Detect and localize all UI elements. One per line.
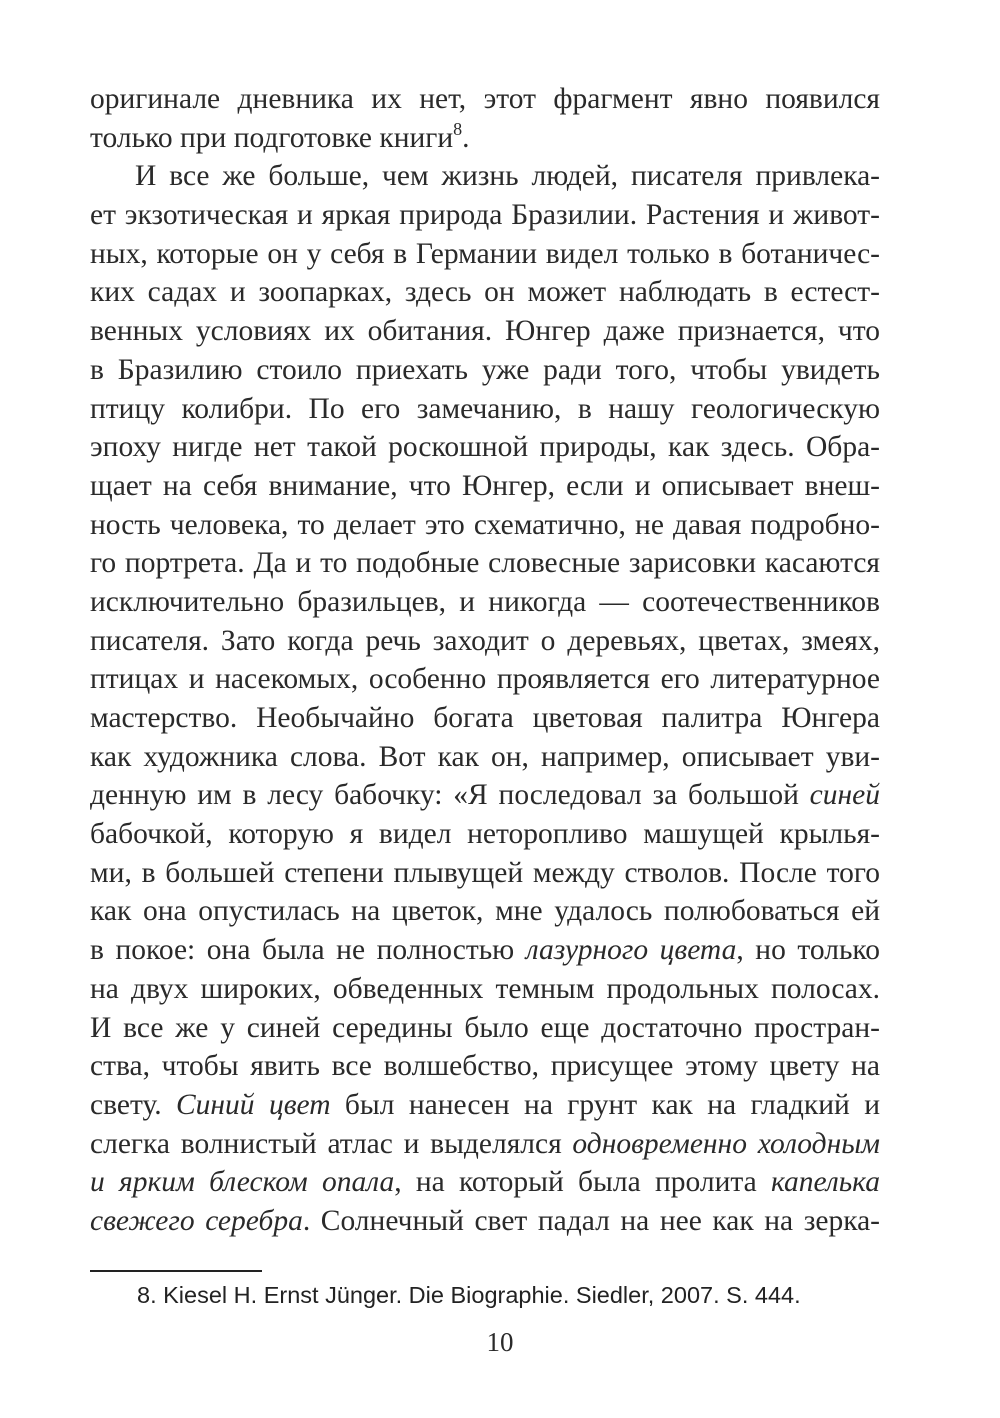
text-line [90,1202,880,1241]
text-line: го портрета. Да и то подобные словесные зарисовки касаются [90,547,880,580]
text-line: писателя. Зато когда речь заходит о деревьях, цветах, змеях, [90,624,880,657]
footnote-divider [90,1270,262,1272]
paragraph-continuation [90,80,880,157]
text-line: птицах и насекомых, особенно проявляется его литературное [90,663,880,696]
italic-segment: синей [809,779,880,812]
text-line: мастерство. Необычайно богата цветовая палитра Юнгера [90,702,880,734]
paragraph [90,157,880,1240]
text-line: венных условиях их обитания. Юнгер даже признается, что [90,315,880,348]
text-line [90,931,880,970]
text-line: щает на себя внимание, что Юнгер, если и описывает внеш- [90,469,880,502]
text-line: ства, чтобы явить все волшебство, присущее этому цвету на [90,1050,880,1083]
footnote-reference[interactable]: 8 [453,118,463,139]
text-line: ет экзотическая и яркая природа Бразилии. Растения и живот- [90,199,880,232]
text-segment: , на который была пролита [394,1166,771,1199]
page-number: 10 [486,1327,514,1357]
text-line [90,119,880,158]
text-line: ных, которые он у себя в Германии видел только в ботаничес- [90,237,880,270]
text-line: птицу колибри. По его замечанию, в нашу геологическую [90,392,880,425]
italic-segment: Синий цвет [176,1088,331,1121]
text-line [90,776,880,815]
text-line: как художника слова. Вот как он, например, описывает уви- [90,740,880,773]
text-line [90,1086,880,1125]
text-segment: , но только [736,934,880,967]
italic-segment: капелька [770,1166,880,1199]
text-line: эпоху нигде нет такой роскошной природы, как здесь. Обра- [90,431,880,464]
text-line: ность человека, то делает это схематично, не давая подробно- [90,508,880,541]
footnote: 8. Kiesel H. Ernst Jünger. Die Biographie. Siedler, 2007. S. 444. [137,1282,801,1308]
text-line: И все же больше, чем жизнь людей, писателя привлека- [135,160,880,193]
body-text [90,80,880,1241]
text-line: ких садах и зоопарках, здесь он может наблюдать в естест- [90,276,880,309]
text-line [90,1125,880,1164]
text-line: И все же у синей середины было еще достаточно простран- [90,1011,880,1044]
italic-segment: свежего серебра [90,1204,303,1237]
text-segment: был нанесен на грунт как на гладкий и [330,1088,881,1121]
text-line [90,1163,880,1202]
text-line: ми, в большей степени плывущей между стволов. После того [90,856,880,889]
text-segment: свету. [90,1088,176,1121]
text-segment: в покое: она была не полностью [90,934,526,967]
text-segment: . [462,121,470,154]
text-line: оригинале дневника их нет, этот фрагмент явно появился [90,83,880,115]
italic-segment: одновременно холодным [572,1127,881,1160]
text-line: как она опустилась на цветок, мне удалось полюбоваться ей [90,895,880,928]
text-line: бабочкой, которую я видел неторопливо машущей крылья- [90,818,880,851]
italic-segment: лазурного цвета [525,934,737,967]
text-segment: слегка волнистый атлас и выделялся [90,1127,573,1160]
text-line: в Бразилию стоило приехать уже ради того, чтобы увидеть [90,353,880,386]
text-segment: . Солнечный свет падал на нее как на зерка- [302,1204,880,1237]
text-segment: денную им в лесу бабочку: «Я последовал за большой [90,779,810,812]
italic-segment: и ярким блеском опала [90,1166,395,1199]
text-line: исключительно бразильцев, и никогда — соотечественников [90,585,880,618]
text-segment: только при подготовке книги [90,121,454,154]
text-line: на двух широких, обведенных темным продольных полосах. [90,972,880,1005]
